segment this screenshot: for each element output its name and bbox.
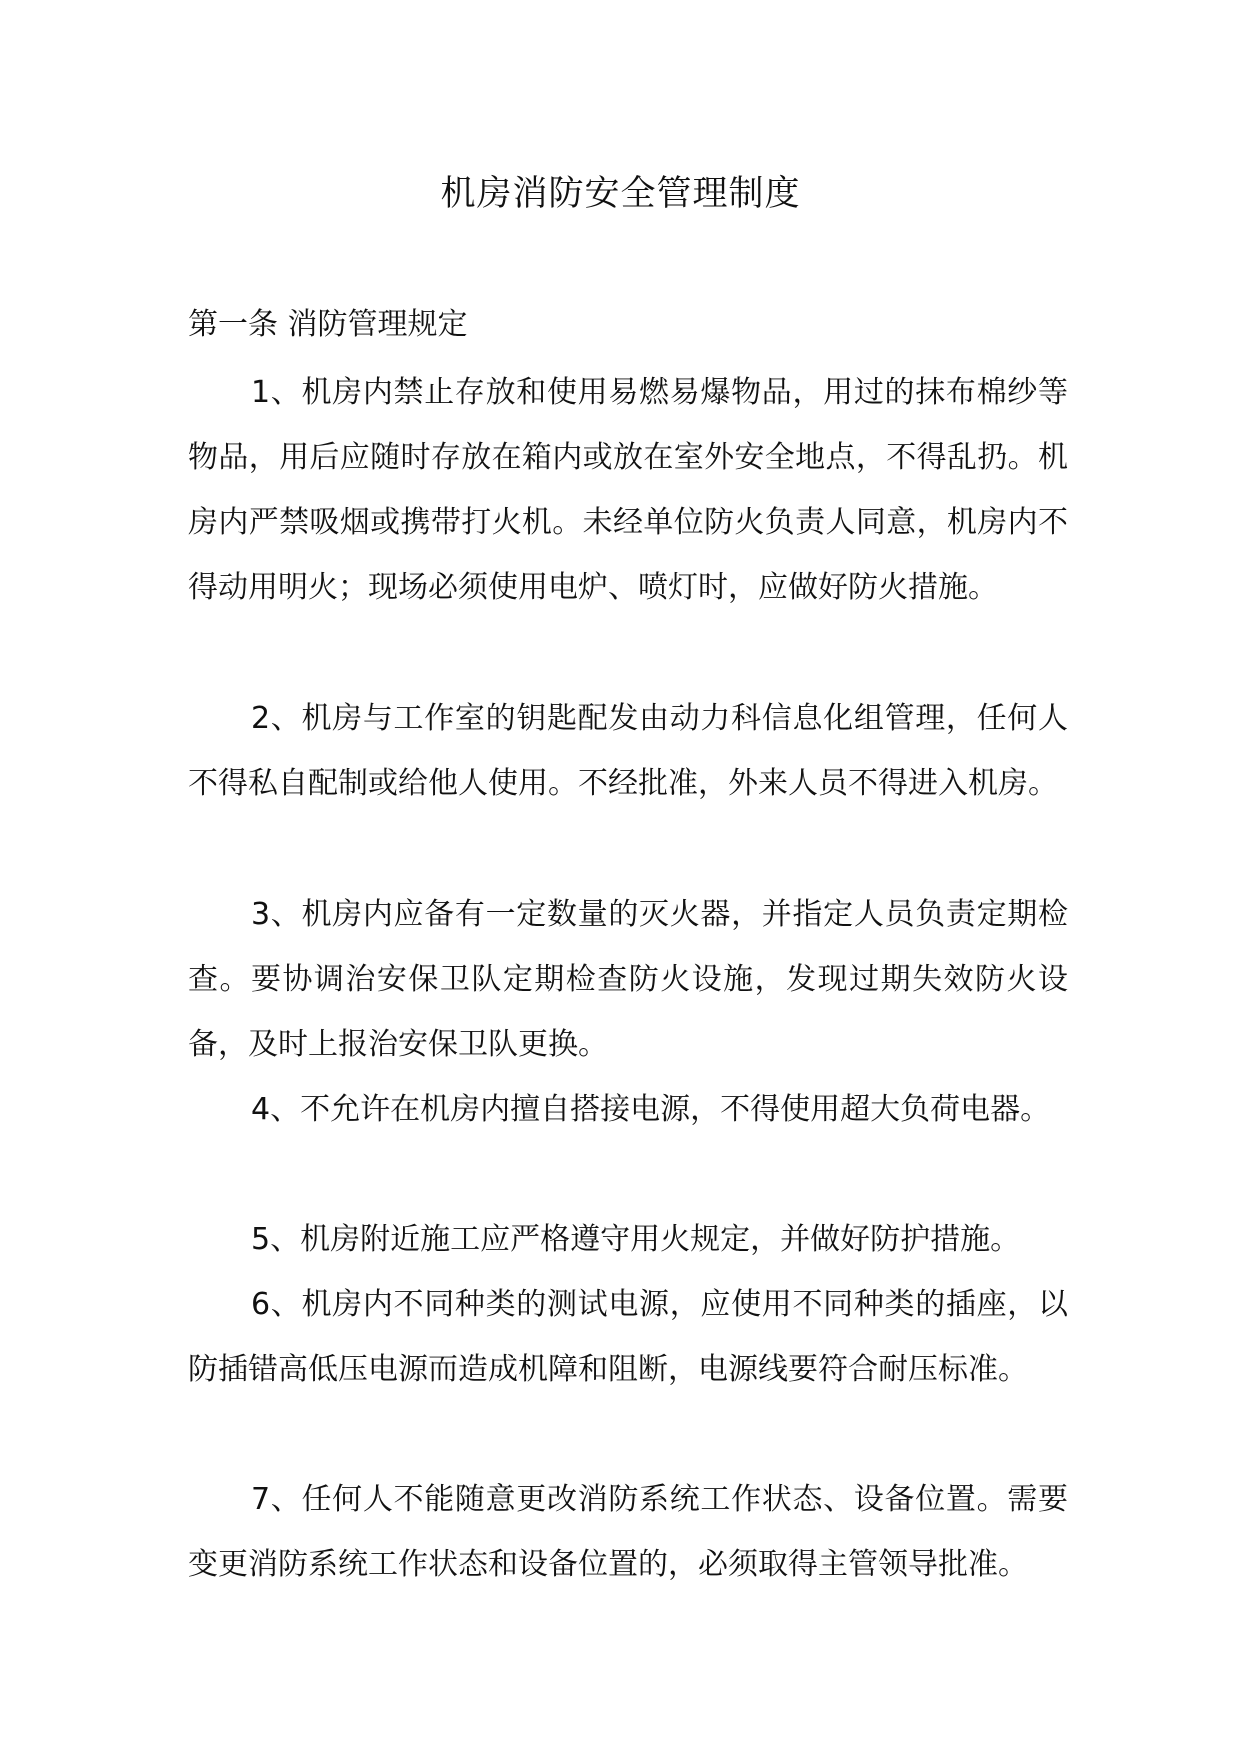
section-heading: 第一条 消防管理规定 xyxy=(188,307,468,342)
paragraph-2: 2、机房与工作室的钥匙配发由动力科信息化组管理，任何人不得私自配制或给他人使用。不经批准，外来人员不得进入机房。 xyxy=(188,701,1068,801)
paragraph-4: 4、不允许在机房内擅自搭接电源，不得使用超大负荷电器。 xyxy=(251,1092,1051,1127)
paragraph-5: 5、机房附近施工应严格遵守用火规定，并做好防护措施。 xyxy=(251,1222,1021,1257)
paragraph-6: 6、机房内不同种类的测试电源，应使用不同种类的插座，以防插错高低压电源而造成机障和阻断，电源线要符合耐压标准。 xyxy=(188,1287,1068,1387)
paragraph-1: 1、机房内禁止存放和使用易燃易爆物品，用过的抹布棉纱等物品，用后应随时存放在箱内或放在室外安全地点，不得乱扔。机房内严禁吸烟或携带打火机。未经单位防火负责人同意，机房内不得动用明火；现场必须使用电炉、喷灯时，应做好防火措施。 xyxy=(188,375,1068,605)
paragraph-7: 7、任何人不能随意更改消防系统工作状态、设备位置。需要变更消防系统工作状态和设备位置的，必须取得主管领导批准。 xyxy=(188,1482,1068,1582)
paragraph-3: 3、机房内应备有一定数量的灭火器，并指定人员负责定期检查。要协调治安保卫队定期检查防火设施，发现过期失效防火设备，及时上报治安保卫队更换。 xyxy=(188,897,1068,1062)
document-title: 机房消防安全管理制度 xyxy=(440,174,801,214)
